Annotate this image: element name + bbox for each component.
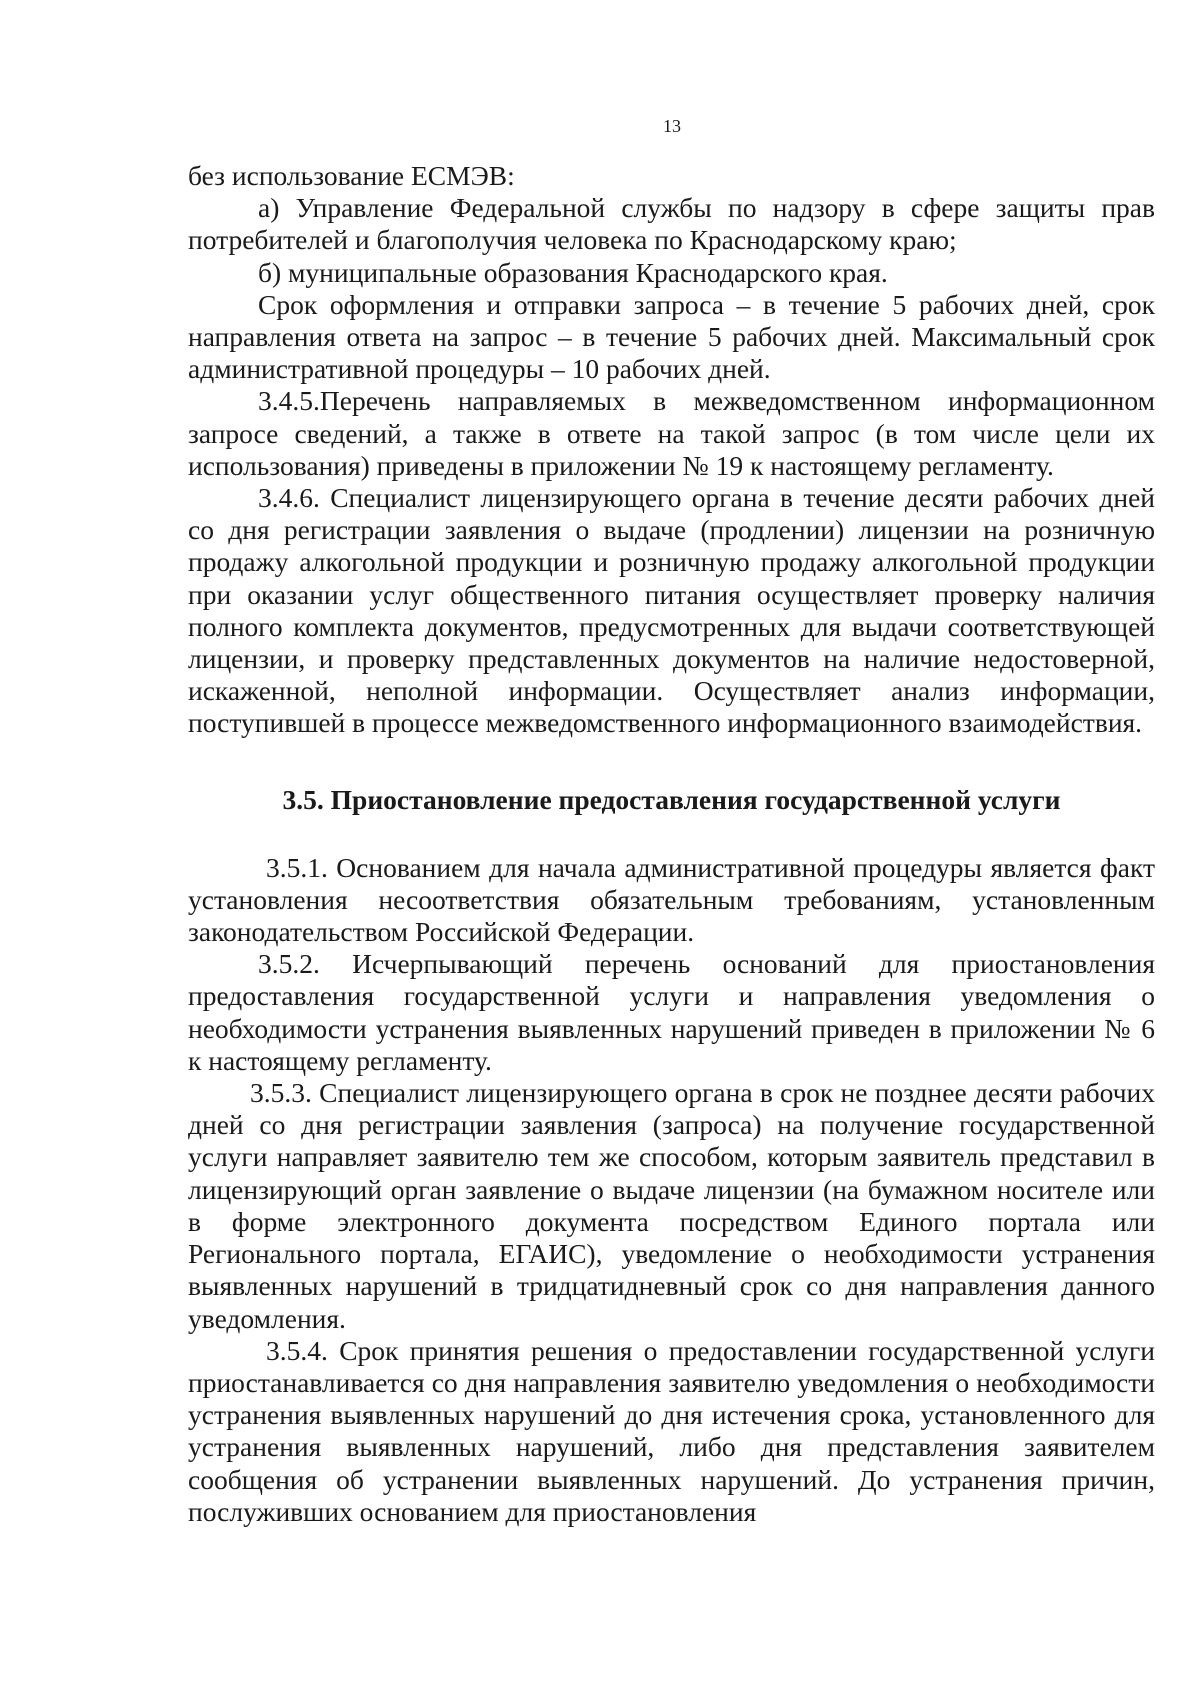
- paragraph-3-5-3: 3.5.3. Специалист лицензирующего органа в срок не позднее десяти рабочих дней со дня регистрации заявления (запроса) на получение государственной услуги направляет заявителю тем же способом, которым заявитель представил в лицензирующий орган заявление о выдаче лицензии (на бумажном носителе или в форме электронного документа посредством Единого портала или Регионального портала, ЕГАИС), уведомление о необходимости устранения выявленных нарушений в тридцатидневный срок со дня направления данного уведомления.: [188, 1077, 1155, 1334]
- paragraph-item-b: б) муниципальные образования Краснодарского края.: [258, 256, 888, 288]
- paragraph-deadline: Срок оформления и отправки запроса – в течение 5 рабочих дней, срок направления ответа на запрос – в течение 5 рабочих дней. Максимальный срок административной процедуры – 10 рабочих дней.: [188, 288, 1155, 385]
- document-body: [188, 160, 1155, 1528]
- paragraph-item-a: а) Управление Федеральной службы по надзору в сфере защиты прав потребителей и благополучия человека по Краснодарскому краю;: [188, 192, 1155, 256]
- paragraph-continuation: без использование ЕСМЭВ:: [188, 160, 515, 191]
- page-number: 13: [663, 116, 681, 136]
- section-heading-3-5: 3.5. Приостановление предоставления государственной услуги: [282, 783, 1061, 815]
- paragraph-3-5-2: 3.5.2. Исчерпывающий перечень оснований для приостановления предоставления государственной услуги и направления уведомления о необходимости устранения выявленных нарушений приведен в приложении № 6 к настоящему регламенту.: [188, 948, 1155, 1076]
- paragraph-3-4-5: 3.4.5.Перечень направляемых в межведомственном информационном запросе сведений, а также в ответе на такой запрос (в том числе цели их использования) приведены в приложении № 19 к настоящему регламенту.: [188, 385, 1155, 481]
- paragraph-3-5-4: 3.5.4. Срок принятия решения о предоставлении государственной услуги приостанавливается со дня направления заявителю уведомления о необходимости устранения выявленных нарушений до дня истечения срока, установленного для устранения выявленных нарушений, либо дня представления заявителем сообщения об устранении выявленных нарушений. До устранения причин, послуживших основанием для приостановления: [188, 1334, 1155, 1527]
- paragraph-3-4-6: 3.4.6. Специалист лицензирующего органа в течение десяти рабочих дней со дня регистрации заявления о выдаче (продлении) лицензии на розничную продажу алкогольной продукции и розничную продажу алкогольной продукции при оказании услуг общественного питания осуществляет проверку наличия полного комплекта документов, предусмотренных для выдачи соответствующей лицензии, и проверку представленных документов на наличие недостоверной, искаженной, неполной информации. Осуществляет анализ информации, поступившей в процессе межведомственного информационного взаимодействия.: [188, 482, 1155, 739]
- paragraph-3-5-1: 3.5.1. Основанием для начала административной процедуры является факт установления несоответствия обязательным требованиям, установленным законодательством Российской Федерации.: [188, 851, 1155, 948]
